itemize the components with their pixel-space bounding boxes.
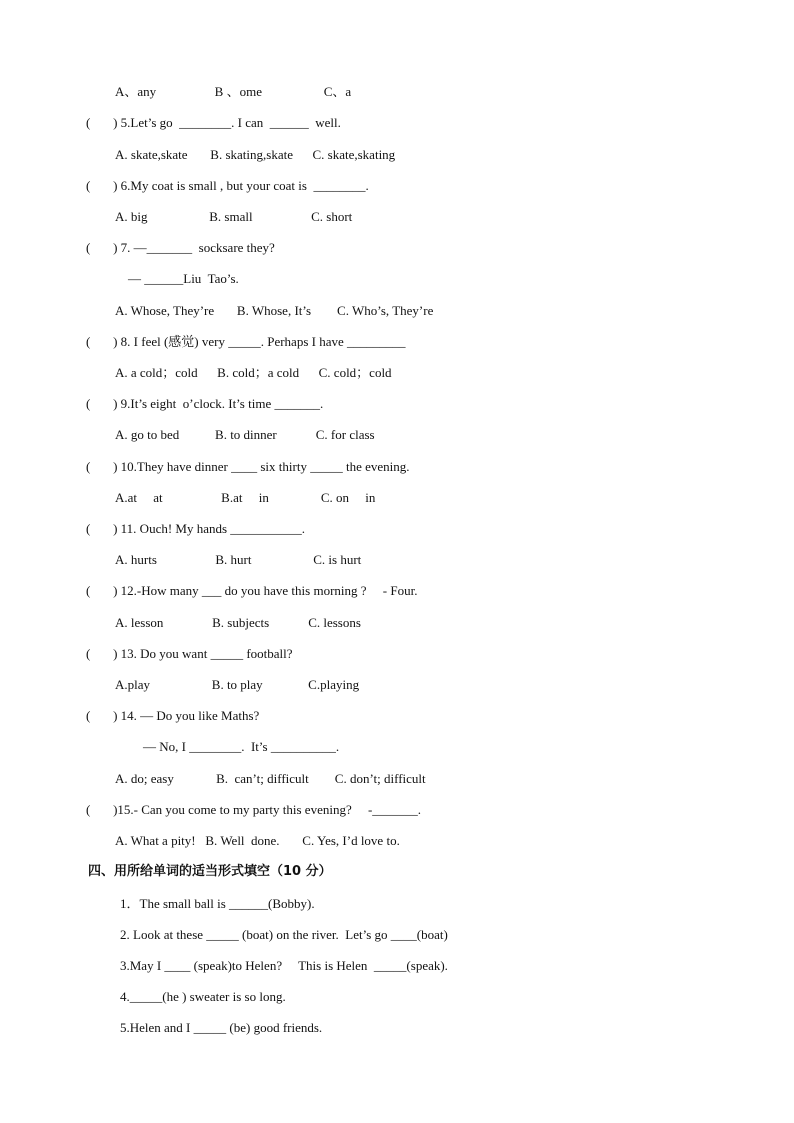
text-line: ( ) 13. Do you want _____ football? <box>86 646 293 661</box>
text-line: A. do; easy B. can’t; difficult C. don’t; difficult <box>115 771 426 786</box>
text-line: A. lesson B. subjects C. lessons <box>115 615 361 630</box>
section-heading: 四、用所给单词的适当形式填空（10 分） <box>88 864 332 879</box>
text-line: ( ) 6.My coat is small , but your coat is ________. <box>86 178 369 193</box>
text-line: A. a cold；cold B. cold；a cold C. cold；cold <box>115 365 392 380</box>
text-line: A. Whose, They’re B. Whose, It’s C. Who’s, They’re <box>115 303 434 318</box>
text-line: ( ) 7. —_______ socksare they? <box>86 240 275 255</box>
text-line: — ______Liu Tao’s. <box>128 271 239 286</box>
text-line: A、any B 、ome C、a <box>115 84 352 99</box>
text-line: 3.May I ____ (speak)to Helen? This is Helen _____(speak). <box>120 958 448 973</box>
text-line: ( ) 5.Let’s go ________. I can ______ well. <box>86 115 341 130</box>
text-line: 2. Look at these _____ (boat) on the river. Let’s go ____(boat) <box>120 927 448 942</box>
text-line: ( ) 14. — Do you like Maths? <box>86 708 260 723</box>
text-line: ( ) 8. I feel (感觉) very _____. Perhaps I have _________ <box>86 334 406 349</box>
text-line: A. hurts B. hurt C. is hurt <box>115 552 362 567</box>
text-line: ( ) 10.They have dinner ____ six thirty _____ the evening. <box>86 459 410 474</box>
text-line: A. skate,skate B. skating,skate C. skate,skating <box>115 147 396 162</box>
text-line: — No, I ________. It’s __________. <box>143 739 340 754</box>
text-line: A.play B. to play C.playing <box>115 677 360 692</box>
text-line: 5.Helen and I _____ (be) good friends. <box>120 1020 323 1035</box>
text-line: ( ) 9.It’s eight o’clock. It’s time _______. <box>86 396 324 411</box>
text-line: 1．The small ball is ______(Bobby). <box>120 896 315 911</box>
text-line: 4._____(he ) sweater is so long. <box>120 989 286 1004</box>
text-line: A. big B. small C. short <box>115 209 353 224</box>
text-line: ( ) 12.-How many ___ do you have this morning ? - Four. <box>86 583 418 598</box>
text-line: ( ) 11. Ouch! My hands ___________. <box>86 521 306 536</box>
text-line: A. What a pity! B. Well done. C. Yes, I’d love to. <box>115 833 400 848</box>
text-line: ( )15.- Can you come to my party this evening? -_______. <box>86 802 422 817</box>
text-line: A. go to bed B. to dinner C. for class <box>115 427 375 442</box>
text-line: A.at at B.at in C. on in <box>115 490 376 505</box>
